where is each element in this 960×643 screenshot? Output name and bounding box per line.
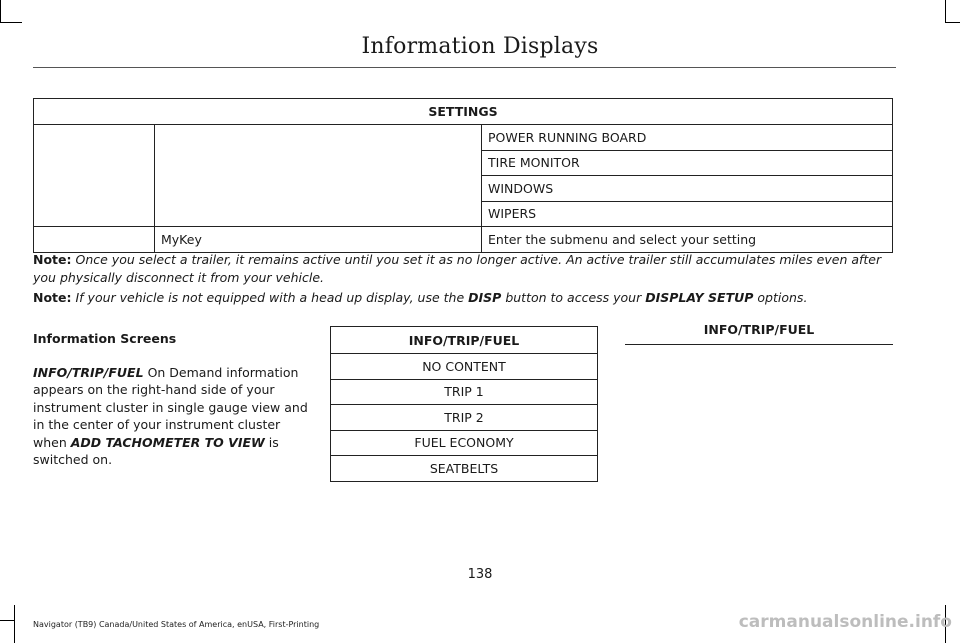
right-column-header: INFO/TRIP/FUEL [703,322,815,337]
crop-mark [14,605,15,643]
page-number: 138 [467,567,493,582]
note-label: Note: [33,290,72,305]
info-trip-fuel-table [330,326,598,482]
table-cell: POWER RUNNING BOARD [482,125,893,151]
table-cell: SEATBELTS [331,456,598,482]
crop-mark [0,0,1,22]
note-label: Note: [33,252,72,267]
table-cell: TRIP 1 [331,379,598,405]
add-tachometer-term: ADD TACHOMETER TO VIEW [70,434,265,450]
table-cell [34,227,155,253]
section-heading: Information Screens [33,331,177,346]
note-text: button to access your [505,290,642,305]
settings-table-header: SETTINGS [34,99,893,125]
table-cell: NO CONTENT [331,354,598,380]
table-cell: FUEL ECONOMY [331,430,598,456]
note-head-up-display [33,289,895,307]
disp-term: DISP [468,290,502,305]
table-cell: TRIP 2 [331,405,598,431]
crop-mark [945,0,946,22]
table-row [331,405,598,431]
note-text: Once you select a trailer, it remains active until you set it as no longer active. An active trailer still accumulates miles even after you physically disconnect it from your vehicle. [33,252,882,285]
note-trailer [33,251,895,287]
table-cell [155,125,482,227]
info-trip-fuel-term: INFO/TRIP/FUEL [33,364,144,380]
table-cell: Enter the submenu and select your setting [482,227,893,253]
table-row [331,354,598,380]
table-cell: WIPERS [482,201,893,227]
title-rule [33,67,896,68]
info-screens-paragraph [33,364,309,469]
right-column-rule [625,344,893,345]
table-row [34,125,893,151]
table-cell: WINDOWS [482,176,893,202]
info-screens-section [33,330,309,469]
table-row [331,456,598,482]
crop-mark [0,22,22,23]
crop-mark [945,22,960,23]
paragraph-text: is switched on. [33,434,279,467]
settings-table [33,98,893,253]
table-cell: TIRE MONITOR [482,150,893,176]
info-table-header: INFO/TRIP/FUEL [331,327,598,354]
table-row [331,430,598,456]
note-text: If your vehicle is not equipped with a head up display, use the [75,290,465,305]
table-cell: MyKey [155,227,482,253]
table-row [34,227,893,253]
display-setup-term: DISPLAY SETUP [645,290,754,305]
note-text: options. [757,290,808,305]
crop-mark [0,620,14,621]
table-row [331,379,598,405]
footer-text: Navigator (TB9) Canada/United States of America, enUSA, First-Printing [33,620,320,629]
watermark: carmanualsonline.info [738,612,952,632]
table-cell [34,125,155,227]
paragraph-text: On Demand information appears on the right-hand side of your instrument cluster in single gauge view and in the center of your instrument cluster when [33,364,308,450]
page-title: Information Displays [361,34,599,59]
